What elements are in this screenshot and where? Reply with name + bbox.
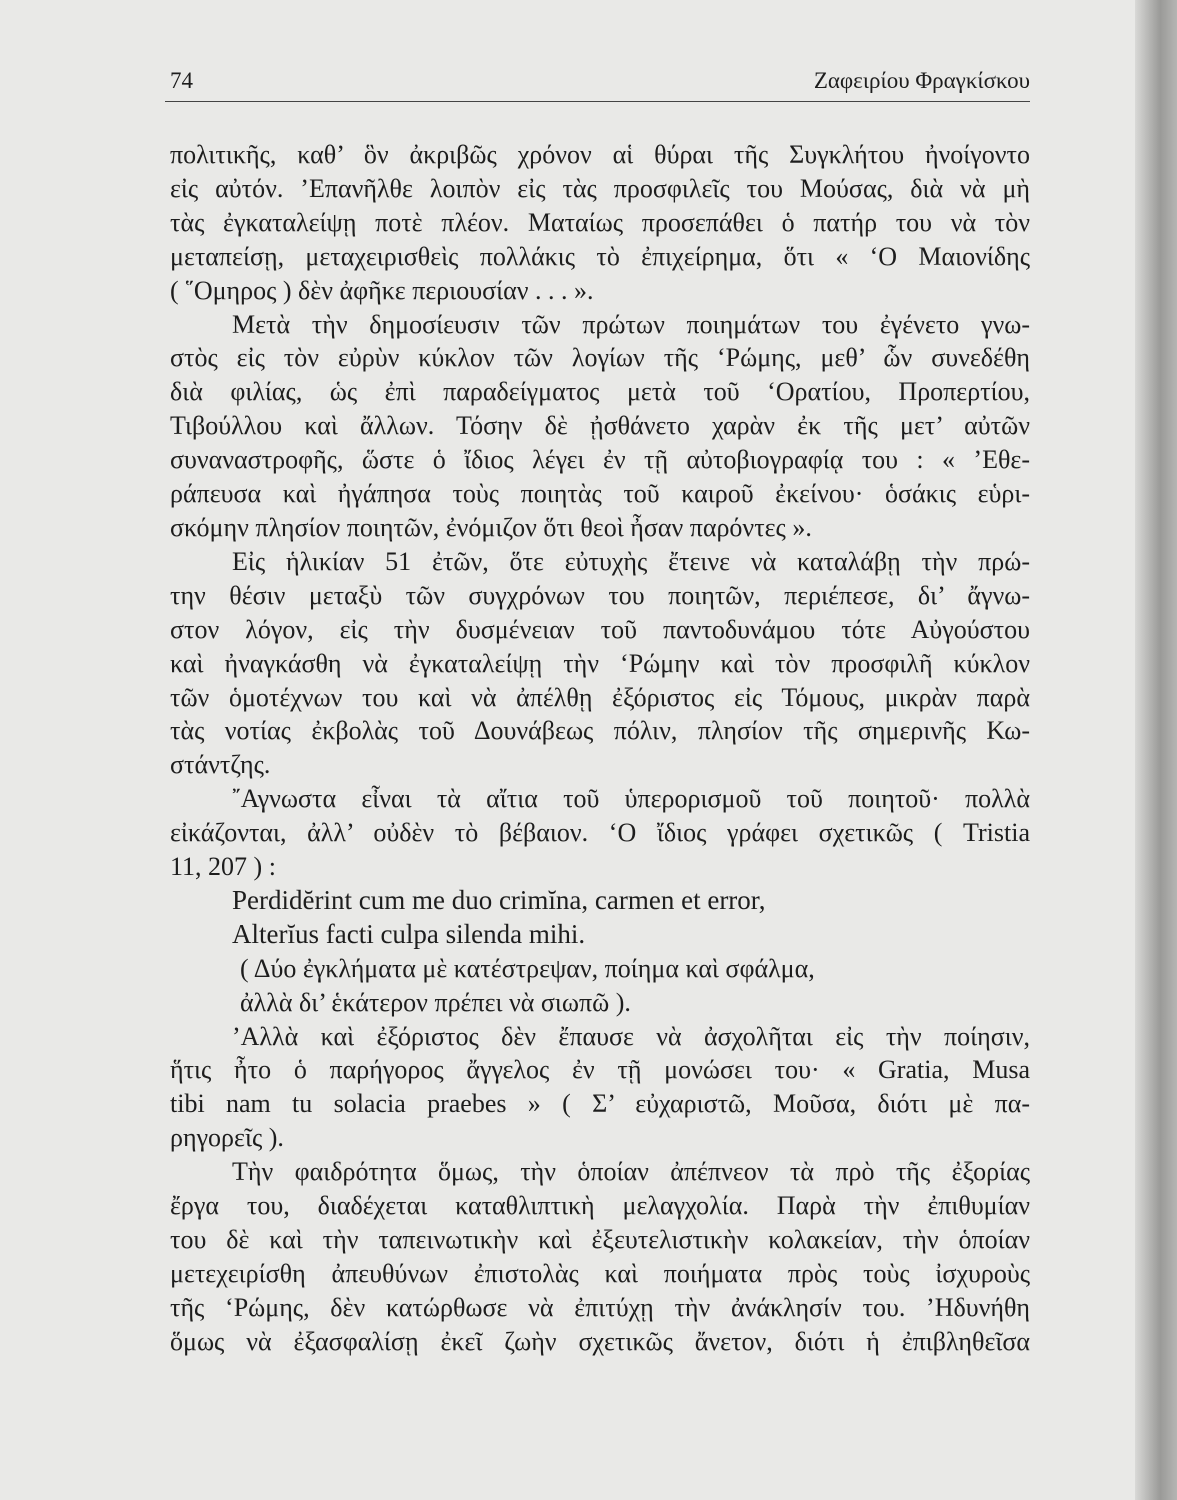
text-line: του δὲ καὶ τὴν ταπεινωτικὴν καὶ ἐξευτελιστικὴν κολακείαν, τὴν ὁποίαν [170,1225,1030,1254]
text-line: ῎Αγνωστα εἶναι τὰ αἴτια τοῦ ὑπερορισμοῦ τοῦ ποιητοῦ· πολλὰ [232,784,1030,814]
text-line: διὰ φιλίας, ὡς ἐπὶ παραδείγματος μετὰ τοῦ ‘Ορατίου, Προπερτίου, [170,377,1030,407]
text-line: στὸς εἰς τὸν εὐρὺν κύκλον τῶν λογίων τῆς ‘Ρώμης, μεθ’ ὧν συνεδέθη [170,343,1030,373]
text-line: ἔργα του, διαδέχεται καταθλιπτικὴ μελαγχολία. Παρὰ τὴν ἐπιθυμίαν [170,1191,1030,1221]
translation-line: ἀλλὰ δι’ ἑκάτερον πρέπει νὰ σιωπῶ ). [240,987,631,1017]
running-title: Ζαφειρίου Φραγκίσκου [813,68,1030,93]
text-line: Εἰς ἡλικίαν 51 ἐτῶν, ὅτε εὐτυχὴς ἔτεινε νὰ καταλάβῃ τὴν πρώ- [232,546,1030,576]
text-line: τὰς ἐγκαταλείψῃ ποτὲ πλέον. Ματαίως προσεπάθει ὁ πατήρ του νὰ τὸν [170,207,1030,237]
text-line: ( ῞Ομηρος ) δὲν ἀφῆκε περιουσίαν . . . ». [170,275,594,305]
text-line: στάντζης. [170,750,271,780]
text-line: καὶ ἠναγκάσθη νὰ ἐγκαταλείψῃ τὴν ‘Ρώμην καὶ τὸν προσφιλῆ κύκλον [170,648,1030,678]
text-line: tibi nam tu solacia praebes » ( Σ’ εὐχαριστῶ, Μοῦσα, διότι μὲ πα- [170,1089,1030,1119]
text-line: την θέσιν μεταξὺ τῶν συγχρόνων του ποιητῶν, περιέπεσε, δι’ ἄγνω- [170,580,1030,610]
latin-verse-line: Perdidĕrint cum me duo crimĭna, carmen et error, [232,884,766,915]
text-line: 11, 207 ) : [170,852,276,882]
text-line: εἰκάζονται, ἀλλ’ οὐδὲν τὸ βέβαιον. ‘Ο ἴδιος γράφει σχετικῶς ( Tristia [170,818,1030,848]
text-line: ὅμως νὰ ἐξασφαλίσῃ ἐκεῖ ζωὴν σχετικῶς ἄνετον, διότι ἡ ἐπιβληθεῖσα [170,1326,1030,1356]
text-line: τῆς ‘Ρώμης, δὲν κατώρθωσε νὰ ἐπιτύχῃ τὴν ἀνάκλησίν του. ’Ηδυνήθη [170,1292,1030,1322]
header-rule [165,101,1030,102]
page-header [170,64,1030,94]
page-number: 74 [170,68,193,93]
text-line: στον λόγον, εἰς τὴν δυσμένειαν τοῦ παντοδυνάμου τότε Αὐγούστου [170,614,1030,644]
text-line: ράπευσα καὶ ἠγάπησα τοὺς ποιητὰς τοῦ καιροῦ ἐκείνου· ὁσάκις εὑρι- [170,479,1030,509]
text-line: ’Αλλὰ καὶ ἐξόριστος δὲν ἔπαυσε νὰ ἀσχολῆται εἰς τὴν ποίησιν, [232,1021,1030,1051]
latin-verse-line: Alterĭus facti culpa silenda mihi. [232,918,586,949]
text-line: Μετὰ τὴν δημοσίευσιν τῶν πρώτων ποιημάτων του ἐγένετο γνω- [232,309,1030,339]
translation-line: ( Δύο ἐγκλήματα μὲ κατέστρεψαν, ποίημα καὶ σφάλμα, [240,953,815,983]
text-line: συναναστροφῆς, ὥστε ὁ ἴδιος λέγει ἐν τῇ αὐτοβιογραφίᾳ του : « ’Εθε- [170,445,1030,475]
text-line: τῶν ὁμοτέχνων του καὶ νὰ ἀπέλθῃ ἐξόριστος εἰς Τόμους, μικρὰν παρὰ [170,682,1030,712]
text-line: τὰς νοτίας ἐκβολὰς τοῦ Δουνάβεως πόλιν, πλησίον τῆς σημερινῆς Κω- [170,716,1030,746]
text-line: μετεχειρίσθη ἀπευθύνων ἐπιστολὰς καὶ ποιήματα πρὸς τοὺς ἰσχυροὺς [170,1258,1030,1288]
page-body [170,138,1030,1359]
text-line: ρηγορεῖς ). [170,1123,284,1153]
text-line: σκόμην πλησίον ποιητῶν, ἐνόμιζον ὅτι θεοὶ ἦσαν παρόντες ». [170,512,812,542]
text-line: πολιτικῆς, καθ’ ὃν ἀκριβῶς χρόνον αἱ θύραι τῆς Συγκλήτου ἠνοίγοντο [170,140,1030,169]
text-line: εἰς αὐτόν. ’Επανῆλθε λοιπὸν εἰς τὰς προσφιλεῖς του Μούσας, διὰ νὰ μὴ [170,173,1030,203]
page-edge-shadow [1135,0,1177,1500]
text-line: μεταπείσῃ, μεταχειρισθεὶς πολλάκις τὸ ἐπιχείρημα, ὅτι « ‘Ο Μαιονίδης [170,241,1030,271]
text-line: Τιβούλλου καὶ ἄλλων. Τόσην δὲ ᾐσθάνετο χαρὰν ἐκ τῆς μετ’ αὐτῶν [170,411,1030,441]
text-line: Τὴν φαιδρότητα ὅμως, τὴν ὁποίαν ἀπέπνεον τὰ πρὸ τῆς ἐξορίας [232,1157,1030,1187]
text-line: ἥτις ἦτο ὁ παρήγορος ἄγγελος ἐν τῇ μονώσει του· « Gratia, Musa [170,1055,1030,1085]
